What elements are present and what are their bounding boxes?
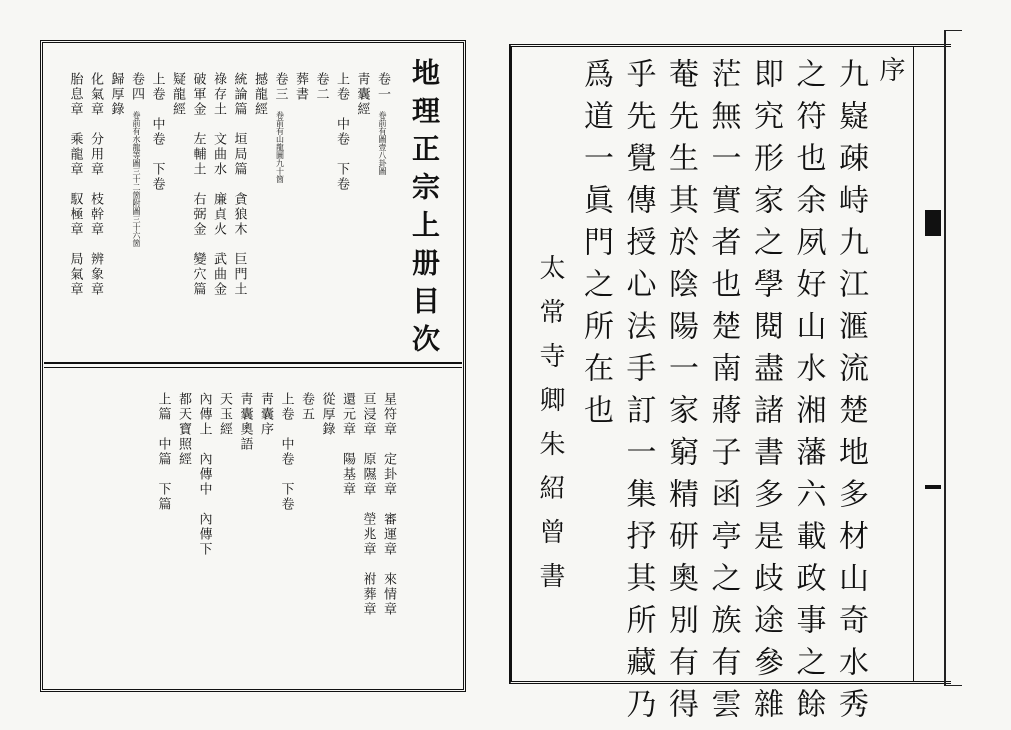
toc-entry: 歸厚錄 (108, 72, 124, 117)
toc-entry: 卷四 (129, 72, 144, 102)
toc-entry: 卷一 (375, 72, 390, 102)
toc-column (196, 392, 213, 557)
toc-entry: 從厚錄 (319, 392, 335, 437)
toc-column (339, 392, 356, 497)
toc-entry: 上卷 中卷 下卷 (149, 72, 165, 192)
page-edge (944, 30, 962, 686)
left-page-divider (44, 362, 462, 368)
preface-column: 九嶷疎峙九江滙流楚地多材山奇水秀 (833, 58, 868, 730)
toc-entry: 上篇 中篇 下篇 (155, 392, 171, 512)
toc-column (251, 72, 268, 117)
toc-column (175, 392, 192, 467)
toc-column (237, 392, 254, 452)
preface-column: 茫無一實者也楚南蔣子函亭之族有雲 (705, 58, 741, 730)
toc-column (380, 392, 397, 617)
toc-column (231, 72, 248, 297)
toc-column (87, 72, 104, 297)
toc-note: 卷前有圖壹八卦圖 (378, 102, 387, 175)
preface-column: 爲道一眞門之所在也 (578, 58, 613, 436)
toc-entry: 撼龍經 (252, 72, 267, 117)
toc-column (169, 72, 186, 117)
toc-column (292, 72, 309, 102)
toc-entry: 胎息章 乘龍章 馭極章 局氣章 (67, 72, 83, 297)
toc-entry: 祿存土 文曲水 廉貞火 武曲金 (211, 72, 226, 297)
edge-mark (925, 210, 941, 236)
preface-column: 菴先生其於陰陽一家窮精研奧別有得 (663, 58, 698, 730)
toc-entry: 疑龍經 (170, 72, 185, 117)
right-page-inner-rule (913, 47, 914, 681)
toc-column (272, 72, 289, 183)
preface-column: 乎先覺傳授心法手訂一集抒其所藏乃 (620, 58, 656, 730)
toc-column (360, 392, 377, 617)
toc-entry: 化氣章 分用章 枝幹章 辨象章 (88, 72, 103, 297)
toc-entry: 上卷 中卷 下卷 (334, 72, 349, 192)
toc-entry: 星符章 定卦章 審運章 來情章 (381, 392, 396, 617)
toc-entry: 統論篇 垣局篇 貪狼木 巨門土 (231, 72, 247, 297)
toc-entry: 上卷 中卷 下卷 (278, 392, 294, 512)
toc-column (333, 72, 350, 192)
toc-column (128, 72, 145, 247)
edge-mark (925, 485, 941, 489)
toc-column (67, 72, 84, 297)
toc-entry: 都天寶照經 (176, 392, 191, 467)
toc-column (155, 392, 172, 512)
toc-note: 卷前有山龍圖九十箇 (275, 102, 285, 183)
toc-entry: 天玉經 (217, 392, 232, 437)
toc-column (257, 392, 274, 437)
toc-column (354, 72, 371, 117)
toc-entry: 卷三 (272, 72, 288, 102)
preface-column: 即究形家之學閱盡諸書多是歧途參雜 (748, 58, 783, 730)
toc-column (149, 72, 166, 192)
toc-entry: 葬書 (293, 72, 308, 102)
signature: 太常寺卿朱紹曾書 (535, 254, 565, 606)
toc-column (298, 392, 315, 422)
toc-note: 卷前有水龍等圖三十二箇附圖三十六箇 (132, 102, 141, 247)
toc-entry: 內傳上 內傳中 內傳下 (196, 392, 212, 557)
toc-column (319, 392, 336, 437)
toc-column (374, 72, 391, 175)
toc-entry: 破軍金 左輔土 右弼金 變穴篇 (190, 72, 206, 297)
toc-entry: 卷二 (313, 72, 329, 102)
toc-column (278, 392, 295, 512)
toc-column (108, 72, 125, 117)
toc-entry: 還元章 陽基章 (340, 392, 355, 497)
book-title: 地理正宗上册目次 (408, 58, 441, 362)
toc-entry: 靑囊經 (354, 72, 370, 117)
preface-column: 之符也余夙好山水湘藩六載政事之餘 (790, 58, 826, 730)
toc-column (210, 72, 227, 297)
toc-entry: 靑囊奧語 (237, 392, 253, 452)
toc-column (216, 392, 233, 437)
preface-heading: 序 (875, 56, 905, 82)
toc-column (313, 72, 330, 102)
toc-column (190, 72, 207, 297)
toc-entry: 亘浸章 原隰章 塋兆章 祔葬章 (360, 392, 376, 617)
toc-entry: 靑囊序 (258, 392, 273, 437)
toc-entry: 卷五 (299, 392, 314, 422)
